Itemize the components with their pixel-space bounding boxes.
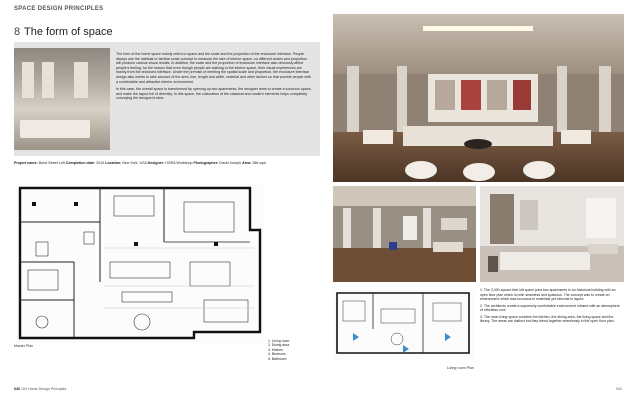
- intro-paragraph-1: The form of the home space mainly refers to space and the scale and the proportion of the enclosure interface. People always use the habitual or familiar scale concept to measure the size of interior space, so different scales and proportion will produce various visual results. In addition, the scale and the proportion of enclosure interface also obviously affect people's feeling, for the reason that even though people are walking in the interior space, their visual experiences are mainly from the enclosed interface. Under the premise of meeting the spatial scale and proportion, the enclosure interface design also needs to take account of the area, line, length and width, material and other factors so that provide people with a comfortable and attractive interior environment.: [116, 52, 311, 84]
- master-plan-caption: Master Plan: [14, 344, 34, 348]
- completion-label: Completion date:: [65, 161, 96, 165]
- living-room-plan-caption: Living room Plan: [447, 366, 474, 370]
- legend-item: 3. Kitchen: [268, 347, 284, 352]
- project-credits: [14, 161, 320, 165]
- chapter-number: 8: [14, 26, 21, 38]
- photo-notes: [480, 288, 622, 326]
- master-floor-plan: [14, 182, 266, 344]
- location: New York, USA: [122, 161, 147, 165]
- legend-item: 5. Bathroom: [268, 356, 287, 361]
- main-living-room-photo: [333, 14, 624, 182]
- project-name: Bond Street Loft: [38, 161, 65, 165]
- completion-date: 2010: [96, 161, 105, 165]
- photographer: David Joseph: [219, 161, 242, 165]
- designer: HGRA Workshop: [165, 161, 193, 165]
- legend-item: 1. Living room: [268, 339, 290, 343]
- library-lounge-photo: [480, 186, 624, 282]
- intro-photo: [14, 48, 110, 150]
- page-number-right: 041: [616, 387, 622, 391]
- note-item: 1. The 3,400 square feet loft space joins two apartments in an historical building with an open floor plan which is both seamless and spacious. The concept was to create an environment which was luxurious in materials yet informal in layout.: [480, 288, 616, 301]
- legend-item: 4. Bedroom: [268, 352, 286, 357]
- intro-paragraph-2: In this case, the overall space is transformed by opening up two apartments, the designer aims to create a luxurious space, and make the layout full of diversity. In this space, the collocation of the classical and modern elements helps completely conveying the designer's idea.: [116, 87, 312, 101]
- footer-left: [14, 387, 66, 391]
- page-number-left: 040: [14, 387, 20, 391]
- dining-area-photo: [333, 186, 476, 282]
- designer-label: Designer:: [147, 161, 165, 165]
- photographer-label: Photographer:: [193, 161, 219, 165]
- area-label: Area:: [242, 161, 252, 165]
- plan-legend: [268, 339, 289, 361]
- section-label: SPACE DESIGN PRINCIPLES: [14, 6, 104, 12]
- area: 288 sqm: [252, 161, 267, 165]
- book-title: 100 Home Design Principles: [21, 387, 67, 391]
- legend-item: 2. Dining area: [268, 343, 290, 348]
- note-item: 2. The architects create a supremely comfortable environment infused with an atmosphere of effortless cool.: [480, 303, 620, 312]
- project-name-label: Project name:: [14, 161, 38, 165]
- intro-text: [116, 52, 312, 104]
- living-room-plan: [333, 289, 475, 361]
- note-item: 3. The main living space contains the kitchen, the dining area, the living space and the library. The areas are distinct but they blend together seamlessly in the open floor plan.: [480, 314, 615, 323]
- chapter-title: The form of space: [24, 26, 113, 38]
- location-label: Location:: [105, 161, 122, 165]
